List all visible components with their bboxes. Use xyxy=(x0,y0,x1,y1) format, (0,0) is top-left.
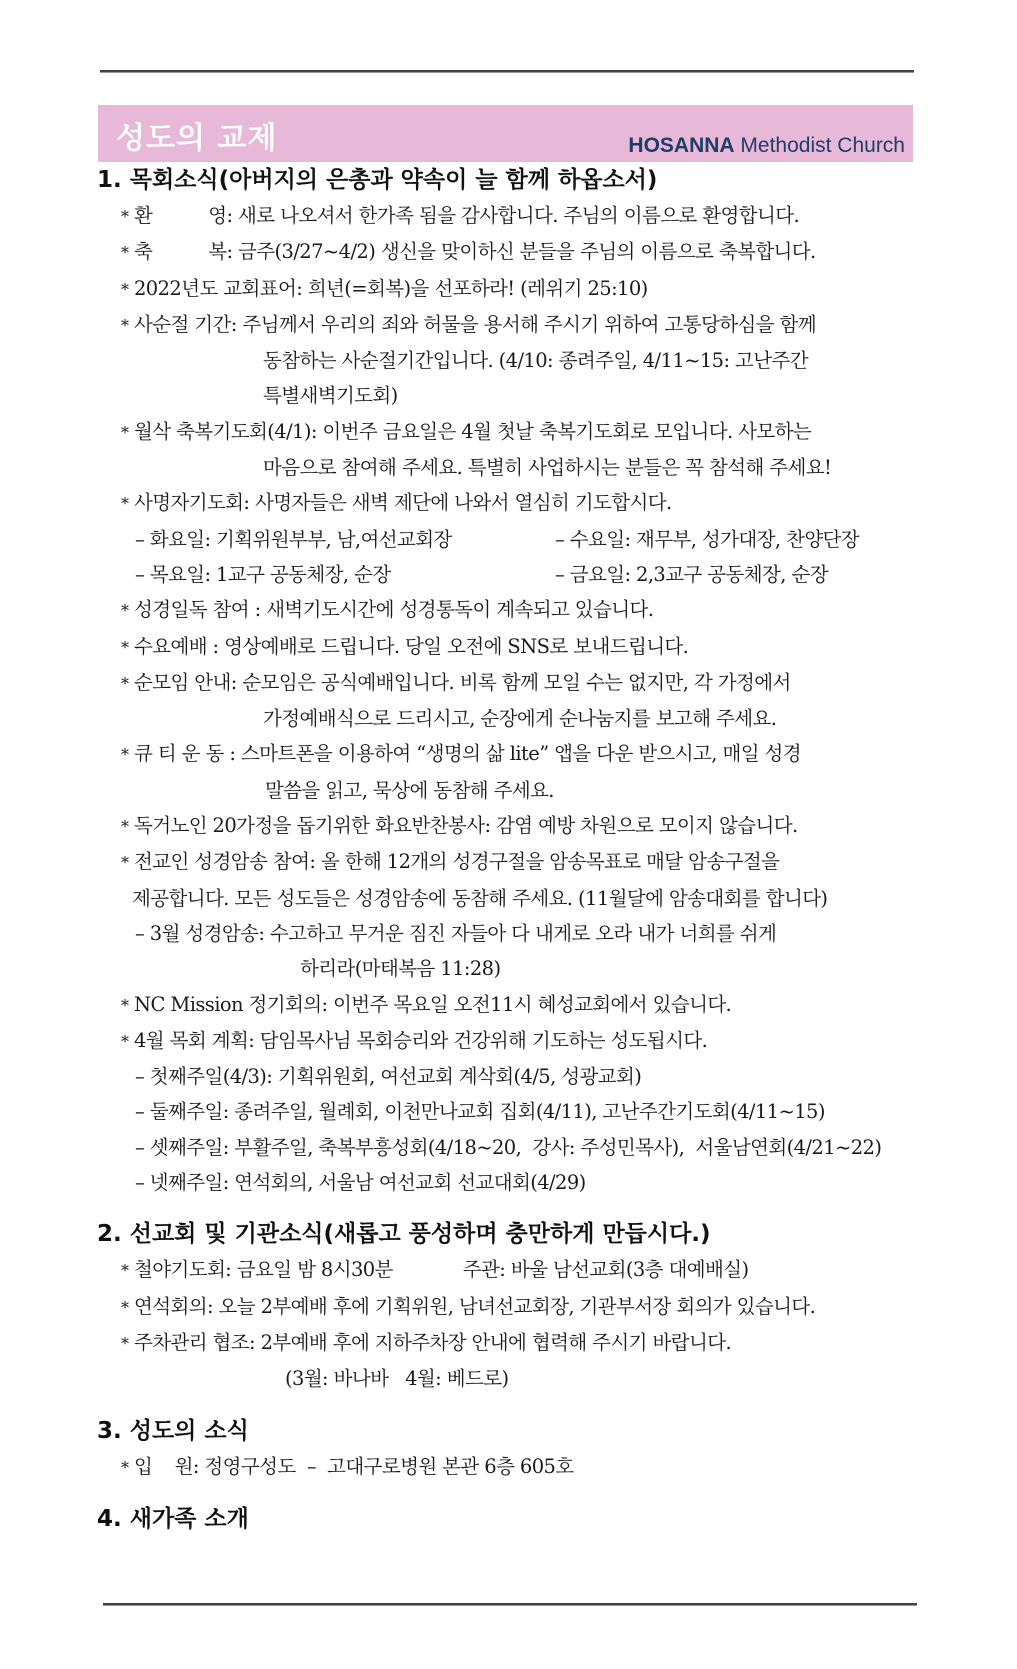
list-item-motto: * 2022년도 교회표어: 희년(=회복)을 선포하라! (레위기 25:10) xyxy=(97,271,927,307)
bullet-asterisk-icon: * xyxy=(121,745,129,765)
section-title-mission-news: 2. 선교회 및 기관소식(새롭고 풍성하며 충만하게 만듭시다.) xyxy=(97,1221,711,1248)
bullet-asterisk-icon: * xyxy=(121,817,129,837)
bullet-asterisk-icon: * xyxy=(121,207,129,226)
dash-bullet: – xyxy=(135,1135,145,1159)
list-item-mission-prayer: * 사명자기도회: 사명자들은 새벽 제단에 나와서 열심히 기도합시다. xyxy=(97,485,927,521)
list-item-bible-reading: * 성경일독 참여 : 새벽기도시간에 성경통독이 계속되고 있습니다. xyxy=(97,592,927,628)
list-item-memorization: * 전교인 성경암송 참여: 올 한해 12개의 성경구절을 암송목표로 매달 암송구절을 xyxy=(97,844,927,880)
list-item-welcome: * 환 영: 새로 나오셔서 한가족 됨을 감사합니다. 주님의 이름으로 환영합니다. xyxy=(97,198,927,234)
list-item-monthly-prayer: * 월삭 축복기도회(4/1): 이번주 금요일은 4월 첫날 축복기도회로 모입니다. 사모하는 xyxy=(97,414,927,450)
dash-bullet: – xyxy=(135,921,145,945)
list-item-week-1: – 첫째주일(4/3): 기획위원회, 여선교회 계삭회(4/5, 성광교회) xyxy=(135,1065,642,1089)
list-item-small-group-cont: 가정예배식으로 드리시고, 순장에게 순나눔지를 보고해 주세요. xyxy=(263,707,777,731)
dash-bullet: – xyxy=(135,1171,145,1195)
list-item-lent-cont-1: 동참하는 사순절기간입니다. (4/10: 종려주일, 4/11~15: 고난주간 xyxy=(263,349,809,373)
dash-bullet: – xyxy=(135,1065,145,1089)
bullet-asterisk-icon: * xyxy=(121,279,129,299)
dash-bullet: – xyxy=(135,1100,145,1124)
bullet-asterisk-icon: * xyxy=(121,494,129,514)
bullet-asterisk-icon: * xyxy=(121,1457,129,1477)
schedule-thursday: – 목요일: 1교구 공동체장, 순장 xyxy=(135,562,391,586)
bullet-asterisk-icon: * xyxy=(121,422,129,442)
bottom-divider xyxy=(103,1603,917,1606)
church-name-bold: HOSANNA xyxy=(628,134,735,157)
list-item-schedule-row-1 xyxy=(97,522,927,557)
list-item-wednesday-service: * 수요예배 : 영상예배로 드립니다. 당일 오전에 SNS로 보내드립니다. xyxy=(97,629,927,665)
section-title-new-family: 4. 새가족 소개 xyxy=(97,1505,249,1532)
bullet-asterisk-icon: * xyxy=(121,1261,129,1281)
list-item-hospitalization: * 입 원: 정영구성도 – 고대구로병원 본관 6층 605호 xyxy=(97,1449,927,1485)
section-title-member-news: 3. 성도의 소식 xyxy=(97,1417,249,1444)
list-item-parking-cont: (3월: 바나바 4월: 베드로) xyxy=(285,1367,509,1391)
list-item-march-verse-cont: 하리라(마태복음 11:28) xyxy=(300,957,501,981)
list-item-elderly-service: * 독거노인 20가정을 돕기위한 화요반찬봉사: 감염 예방 차원으로 모이지 않습니다. xyxy=(97,808,927,844)
list-item-monthly-prayer-cont: 마음으로 참여해 주세요. 특별히 사업하시는 분들은 꼭 참석해 주세요! xyxy=(263,456,832,480)
list-item-joint-meeting: * 연석회의: 오늘 2부예배 후에 기획위원, 남녀선교회장, 기관부서장 회의가 있습니다. xyxy=(97,1289,927,1325)
list-item-lent: * 사순절 기간: 주님께서 우리의 죄와 허물을 용서해 주시기 위하여 고통당하심을 함께 xyxy=(97,307,927,343)
list-item-small-group: * 순모임 안내: 순모임은 공식예배입니다. 비록 함께 모일 수는 없지만, 각 가정에서 xyxy=(97,665,927,701)
overnight-prayer-host: 주관: 바울 남선교회(3층 대예배실) xyxy=(462,1258,749,1282)
bullet-asterisk-icon: * xyxy=(121,1031,129,1051)
schedule-friday: – 금요일: 2,3교구 공동체장, 순장 xyxy=(555,562,828,586)
bullet-asterisk-icon: * xyxy=(121,315,129,335)
list-item-parking: * 주차관리 협조: 2부예배 후에 지하주차장 안내에 협력해 주시기 바랍니다. xyxy=(97,1325,927,1361)
list-item-week-4: – 넷째주일: 연석회의, 서울남 여선교회 선교대회(4/29) xyxy=(135,1171,586,1195)
schedule-tuesday: – 화요일: 기획위원부부, 남,여선교회장 xyxy=(135,527,452,551)
bullet-asterisk-icon: * xyxy=(121,995,129,1015)
list-item-schedule-row-2 xyxy=(97,557,927,592)
list-item-april-plan: * 4월 목회 계획: 담임목사님 목회승리와 건강위해 기도하는 성도됩시다. xyxy=(97,1023,927,1059)
bullet-asterisk-icon: * xyxy=(121,1333,129,1353)
list-item-week-2: – 둘째주일: 종려주일, 월례회, 이천만나교회 집회(4/11), 고난주간기도회(4/11~15) xyxy=(135,1100,825,1124)
bullet-asterisk-icon: * xyxy=(121,637,129,657)
list-item-memorization-cont: 제공합니다. 모든 성도들은 성경암송에 동참해 주세요. (11월달에 암송대회를 합니다) xyxy=(132,886,828,910)
church-name xyxy=(628,134,905,158)
bulletin-content xyxy=(97,162,927,1537)
list-item-lent-cont-2: 특별새벽기도회) xyxy=(263,384,398,408)
bullet-asterisk-icon: * xyxy=(121,673,129,693)
bullet-asterisk-icon: * xyxy=(121,1297,129,1317)
schedule-wednesday: – 수요일: 재무부, 성가대장, 찬양단장 xyxy=(555,527,860,551)
list-item-blessing: * 축 복: 금주(3/27~4/2) 생신을 맞이하신 분들을 주님의 이름으로 축복합니다. xyxy=(97,234,927,270)
list-item-nc-mission: * NC Mission 정기회의: 이번주 목요일 오전11시 혜성교회에서 있습니다. xyxy=(97,987,927,1023)
bullet-asterisk-icon: * xyxy=(121,243,129,263)
list-item-qt-cont: 말씀을 읽고, 묵상에 동참해 주세요. xyxy=(265,778,554,802)
section-banner xyxy=(98,105,913,162)
bullet-asterisk-icon: * xyxy=(121,853,129,873)
top-divider xyxy=(100,70,914,73)
banner-title: 성도의 교제 xyxy=(116,121,278,156)
bullet-asterisk-icon: * xyxy=(121,601,129,621)
church-name-rest: Methodist Church xyxy=(734,134,905,157)
list-item-march-verse: – 3월 성경암송: 수고하고 무거운 짐진 자들아 다 내게로 오라 내가 너희를 쉬게 xyxy=(135,921,777,945)
list-item-week-3: – 셋째주일: 부활주일, 축복부흥성회(4/18~20, 강사: 주성민목사), 서울남연회(4/21~22) xyxy=(135,1135,882,1159)
list-item-overnight-prayer: * 철야기도회: 금요일 밤 8시30분 주관: 바울 남선교회(3층 대예배실) xyxy=(97,1252,927,1288)
section-title-pastoral-news: 1. 목회소식(아버지의 은총과 약속이 늘 함께 하옵소서) xyxy=(97,167,658,193)
list-item-qt: * 큐 티 운 동 : 스마트폰을 이용하여 “생명의 삶 lite” 앱을 다운 받으시고, 매일 성경 xyxy=(97,736,927,772)
